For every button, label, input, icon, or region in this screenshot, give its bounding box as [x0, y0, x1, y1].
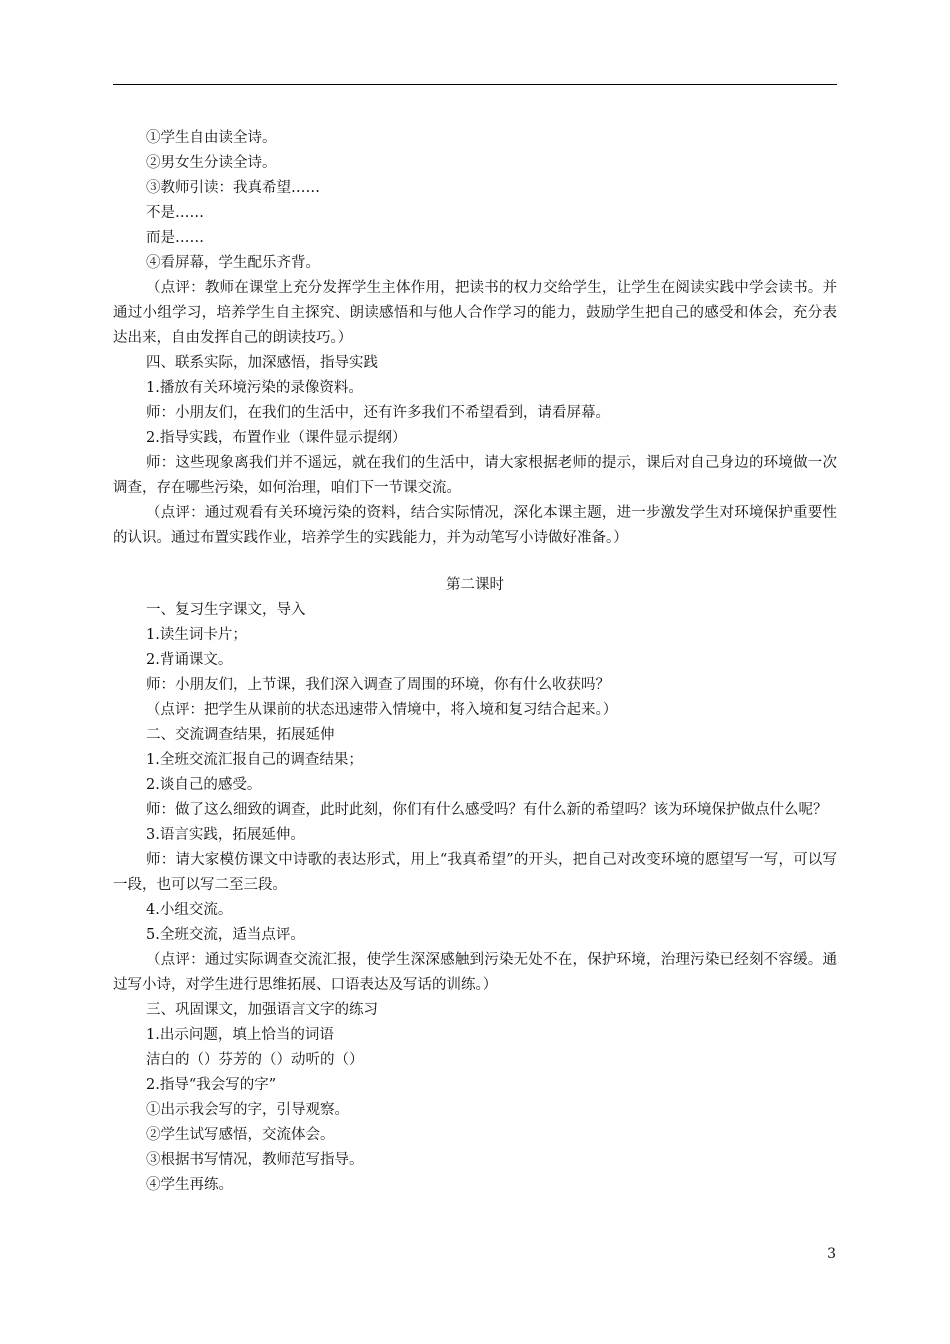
section-heading: 四、联系实际，加深感悟，指导实践 [146, 355, 378, 371]
page-number: 3 [827, 1246, 836, 1262]
teacher-paragraph: 师：这些现象离我们并不遥远，就在我们的生活中，请大家根据老师的提示，课后对自己身边的环境做一次调查，存在哪些污染，如何治理，咱们下一节课交流。 [113, 455, 837, 496]
comment-paragraph: （点评：通过观看有关环境污染的资料，结合实际情况，深化本课主题，进一步激发学生对环境保护重要性的认识。通过布置实践作业，培养学生的实践能力，并为动笔写小诗做好准备。） [113, 505, 837, 546]
list-item: ④看屏幕，学生配乐齐背。 [146, 255, 320, 271]
comment-paragraph: （点评：教师在课堂上充分发挥学生主体作用，把读书的权力交给学生，让学生在阅读实践中学会读书。并通过小组学习，培养学生自主探究、朗读感悟和与他人合作学习的能力，鼓励学生把自己的感受和体会，充分表达出来，自由发挥自己的朗读技巧。） [113, 280, 837, 346]
list-item: ②学生试写感悟，交流体会。 [146, 1127, 335, 1143]
section-title: 第二课时 [446, 577, 504, 593]
header-rule [113, 84, 837, 85]
section-heading: 三、巩固课文，加强语言文字的练习 [146, 1002, 378, 1018]
list-item: ①学生自由读全诗。 [146, 130, 277, 146]
list-item: ③教师引读：我真希望…… [146, 180, 320, 196]
list-item: 4.小组交流。 [146, 902, 233, 918]
list-item: ②男女生分读全诗。 [146, 155, 277, 171]
list-item: 2.指导实践，布置作业（课件显示提纲） [146, 430, 407, 446]
list-item: 师：小朋友们，上节课，我们深入调查了周围的环境，你有什么收获吗？ [146, 677, 610, 693]
list-item: 5.全班交流，适当点评。 [146, 927, 305, 943]
list-item: 师：小朋友们，在我们的生活中，还有许多我们不希望看到，请看屏幕。 [146, 405, 610, 421]
list-item: 3.语言实践，拓展延伸。 [146, 827, 305, 843]
list-item: 1.播放有关环境污染的录像资料。 [146, 380, 363, 396]
list-item: 2.背诵课文。 [146, 652, 233, 668]
section-heading: 二、交流调查结果，拓展延伸 [146, 727, 335, 743]
list-item: 1.读生词卡片； [146, 627, 247, 643]
section-heading: 一、复习生字课文，导入 [146, 602, 306, 618]
teacher-paragraph: 师：请大家模仿课文中诗歌的表达形式，用上“我真希望”的开头，把自己对改变环境的愿望写一写，可以写一段，也可以写二至三段。 [113, 852, 837, 893]
spacer [113, 551, 837, 573]
list-item: ④学生再练。 [146, 1177, 233, 1193]
list-item: 不是…… [146, 205, 204, 221]
document-body [113, 126, 837, 1198]
list-item: ③根据书写情况，教师范写指导。 [146, 1152, 364, 1168]
list-item: 1.出示问题，填上恰当的词语 [146, 1027, 334, 1043]
teacher-paragraph: 师：做了这么细致的调查，此时此刻，你们有什么感受吗？有什么新的希望吗？该为环境保护做点什么呢？ [146, 802, 828, 818]
comment-paragraph: （点评：通过实际调查交流汇报，使学生深深感触到污染无处不在，保护环境，治理污染已经刻不容缓。通过写小诗，对学生进行思维拓展、口语表达及写话的训练。） [113, 952, 837, 993]
list-item: 而是…… [146, 230, 204, 246]
list-item: 2.谈自己的感受。 [146, 777, 262, 793]
comment-line: （点评：把学生从课前的状态迅速带入情境中，将入境和复习结合起来。） [146, 702, 618, 718]
list-item: 2.指导“我会写的字” [146, 1077, 277, 1093]
list-item: 1.全班交流汇报自己的调查结果； [146, 752, 363, 768]
list-item: 洁白的（）芬芳的（）动听的（） [146, 1052, 364, 1068]
list-item: ①出示我会写的字，引导观察。 [146, 1102, 349, 1118]
